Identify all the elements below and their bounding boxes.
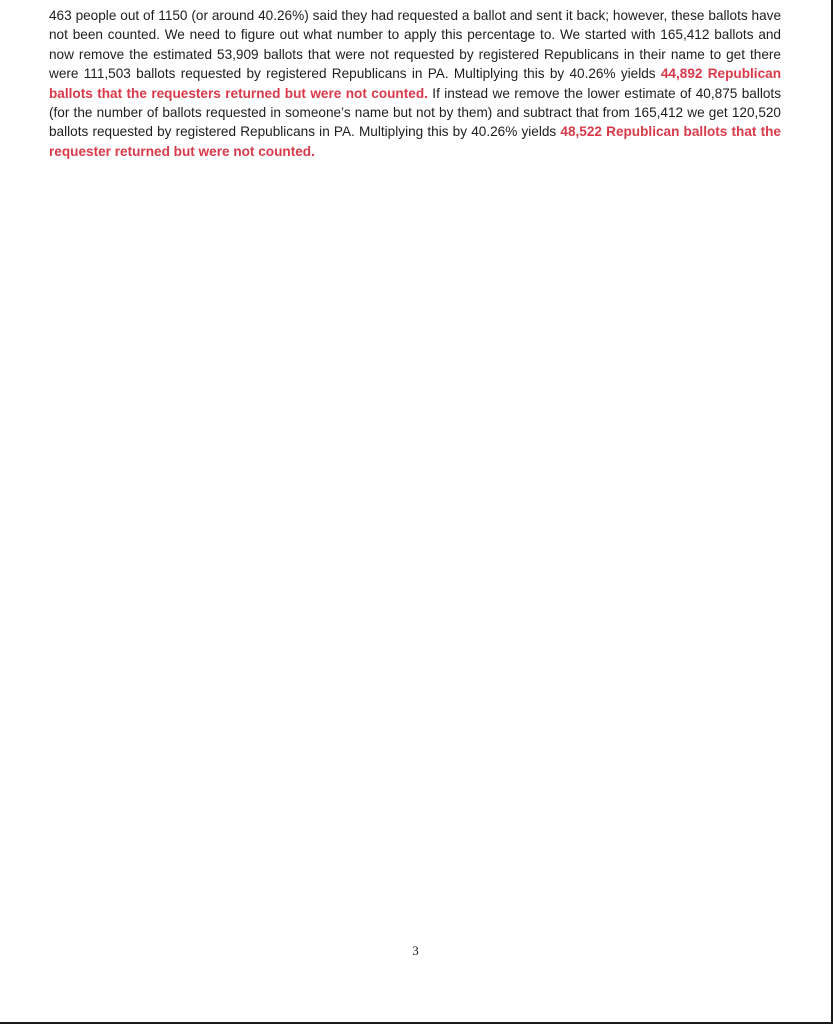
highlight-result-1: 44,892 Republican ballots that the requesters returned but were not counted. (49, 66, 781, 101)
highlight-result-2: 48,522 Republican ballots that the requester returned but were not counted. (49, 124, 781, 159)
paragraph-text-part-2: If instead we remove the lower estimate of 40,875 ballots (for the number of ballots requested in someone’s name but not by them) and subtract that from 165,412 we get 120,520 ballots requested by registered Republicans in PA. Multiplying this by 40.26% yields (49, 85, 782, 140)
paragraph-text-part-1: 463 people out of 1150 (or around 40.26%) said they had requested a ballot and sent it back; however, these ballots have not been counted. We need to figure out what number to apply this percentage to. We started with 165,412 ballots and now remove the estimated 53,909 ballots that were not requested by registered Republicans in their name to get there were 111,503 ballots requested by registered Republicans in PA. Multiplying this by 40.26% yields (49, 8, 781, 82)
page-number: 3 (412, 943, 419, 958)
body-paragraph (49, 6, 781, 161)
